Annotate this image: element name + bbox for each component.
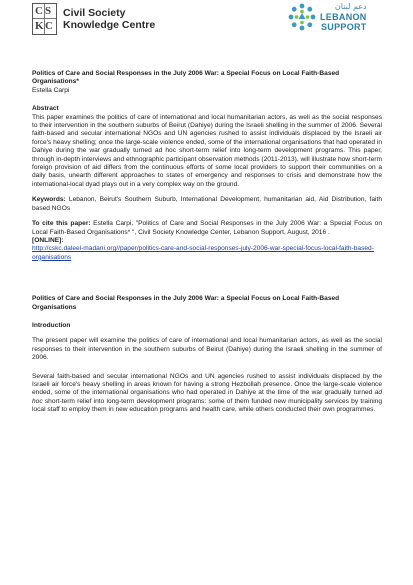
intro-p2-part-a: Several faith-based and secular international NGOs and UN agencies rushed to assist individuals displaced by the Israeli air force's heavy shelling in areas known for having a strong Hezbollah presence. Once the large-scale violence ended, some of the international organisations who had operated in Dahiye at the time of the war gradually turned [32,372,382,397]
online-link-wrap [32,245,382,262]
name-line1: LEBANON [320,12,367,22]
org-name [63,7,155,31]
keywords-label: Keywords: [32,196,66,204]
online-label-text: [ONLINE]: [32,236,64,244]
monogram-letter: C [45,20,53,32]
monogram-letter: C [35,5,43,17]
online-link[interactable]: http://cskc.daleel-madani.org//paper/politics-care-and-social-responses-july-2006-war-special-focus-local-faith-based-organisations [32,245,374,261]
lebanon-support-logo[interactable] [287,2,367,32]
intro-p2-italic: ad hoc [32,389,382,405]
paper-title: Politics of Care and Social Responses in the July 2006 War: a Special Focus on Local Faith-Based Organisations* [32,70,340,86]
paper-content [32,70,382,422]
monogram-letter: K [35,20,44,32]
keywords [32,196,382,213]
lebanon-support-emblem-icon [287,2,317,32]
keywords-text: Lebanon, Beirut's Southern Suburb, International Development, humanitarian aid, Aid Distribution, faith based NGOs [32,196,382,212]
org-name-line2: Knowledge Centre [63,19,156,31]
monogram-letter: S [45,5,52,17]
cite-label: To cite this paper: [32,220,91,228]
cskc-logo[interactable] [32,3,155,35]
page-header [0,0,413,40]
intro-paragraph-1: The present paper will examine the politics of care of international and local humanitarian actors, as well as the social responses to their intervention in the southern suburbs of Beirut (Dahiye) during the Israeli shelling in the summer of 2006. [32,337,382,362]
abstract-text: This paper examines the politics of care of international and local humanitarian actors, as well as the social responses to their intervention in the southern suburbs of Beirut (Dahiye) during the Israeli shelling in the summer of 2006. Several faith-based and secular international NGOs and UN agencies rushed to assist individuals displaced by the Israeli air force's heavy shelling; once the large-scale violence ended, some of the international organisations that had operated in Dahiye during the war gradually turned ad hoc short-term relief into long-term development programs. This paper, through in-depth interviews and ethnographic participant observation methods (2011-2013), will illustrate how short-term foreign provision of aid differs from the continuous efforts of some local providers to support their communities on a daily basis, unearth different approaches to states of emergency and responses to crisis and demonstrate how the international-local dyad plays out in a very complex way on the ground. [32,113,382,188]
intro-paragraph-2 [32,373,382,415]
arabic-name: دعم لبنان [334,2,367,11]
name-line2: SUPPORT [321,22,367,32]
cskc-monogram [32,3,57,35]
intro-heading: Introduction [32,321,71,329]
abstract-heading: Abstract [32,105,59,113]
cite-text: Estella Carpi, "Politics of Care and Social Responses in the July 2006 War: a Special Focus on Local Faith-Based Organisations* ", Civil Society Knowledge Center, Lebanon Support, August, 2016 . [32,220,382,236]
paper-author: Estella Carpi [32,86,70,94]
online-label [32,237,382,245]
citation [32,220,382,237]
body-title: Politics of Care and Social Responses in the July 2006 War: a Special Focus on Local Faith-Based Organisations [32,295,340,311]
lebanon-support-wordmark [320,2,367,32]
section-gap [32,269,382,295]
org-name-line1: Civil Society [63,7,126,19]
intro-p2-part-b: short-term relief into long-term development programs: some of them funded new municipality services by training local staff to employ them in new education programs and health care, while others conducted their own programmes. [32,397,382,414]
